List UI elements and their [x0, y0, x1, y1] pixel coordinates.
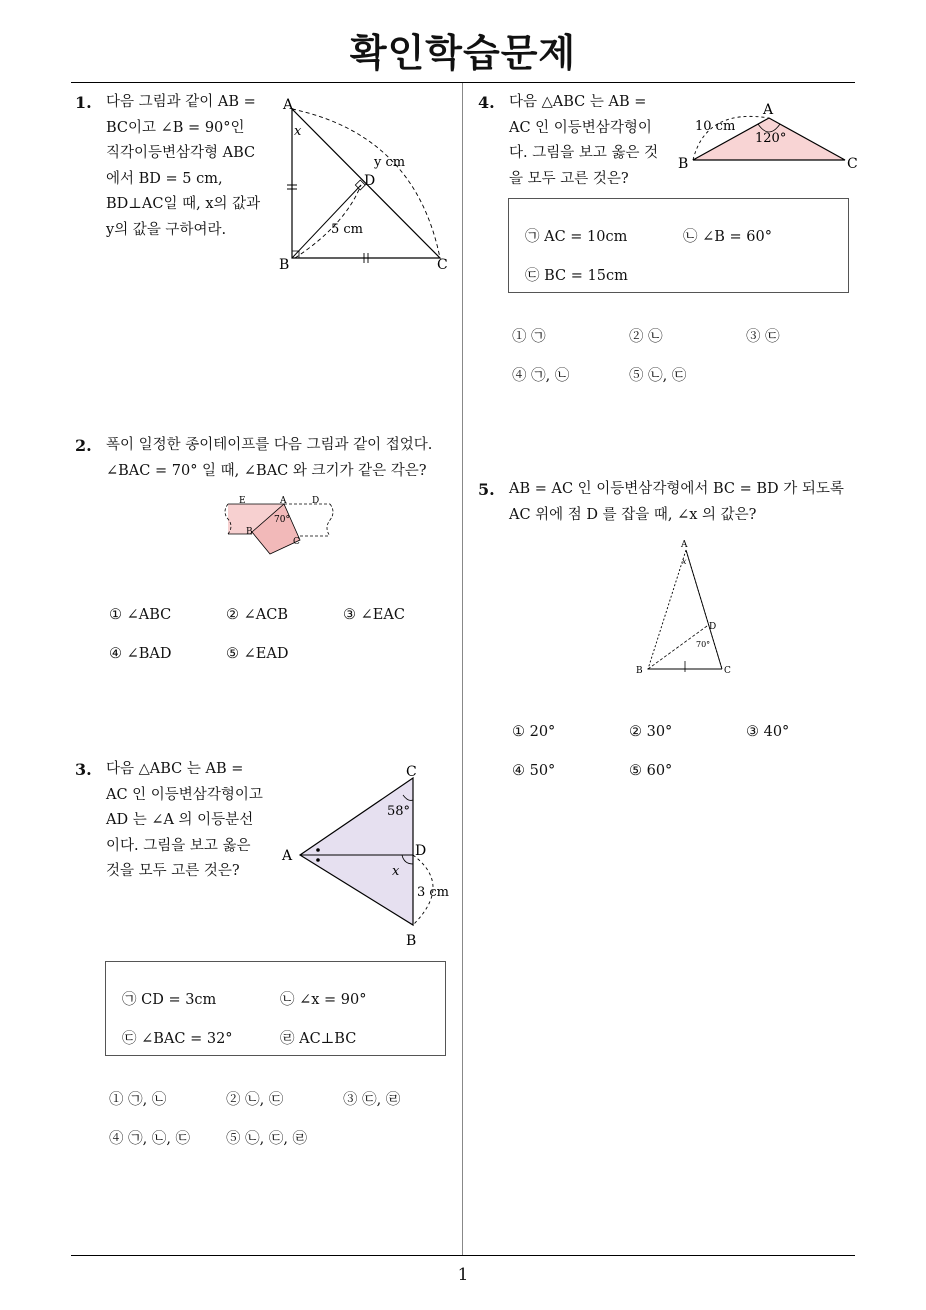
- q4-choices-box: [508, 198, 849, 293]
- q2-text: [106, 433, 461, 484]
- q5-figure: [630, 536, 740, 681]
- q5-option-4[interactable]: ④ 50°: [512, 763, 556, 779]
- q4-option-4[interactable]: ④ ㉠, ㉡: [512, 368, 570, 384]
- q3-option-3[interactable]: ③ ㉢, ㉣: [343, 1092, 401, 1108]
- q4-choice-b: ㉡ ∠B = 60°: [683, 229, 772, 245]
- q5-option-3[interactable]: ③ 40°: [746, 724, 790, 740]
- q5-option-5[interactable]: ⑤ 60°: [629, 763, 673, 779]
- q2-label-b: B: [246, 527, 253, 537]
- q4-text-content: 다음 △ABC 는 AB = AC 인 이등변삼각형이다. 그림을 보고 옳은 것을 모두 고른 것은?: [509, 94, 659, 187]
- q5-text-line1: AB = AC 인 이등변삼각형에서 BC = BD 가 되도록: [509, 481, 844, 497]
- q1-label-bd: 5 cm: [331, 222, 364, 237]
- q3-label-d: D: [415, 843, 427, 859]
- q4-label-a: A: [763, 102, 774, 118]
- q2-option-4[interactable]: ④ ∠BAD: [109, 646, 172, 662]
- q3-choice-c: ㉢ ∠BAC = 32°: [122, 1031, 233, 1047]
- q4-option-3[interactable]: ③ ㉢: [746, 329, 780, 345]
- q2-option-1[interactable]: ① ∠ABC: [109, 607, 172, 623]
- q3-label-a: A: [282, 848, 293, 864]
- q1-text: [106, 90, 262, 243]
- q4-label-angle: 120°: [755, 131, 787, 146]
- q2-label-d: D: [312, 496, 320, 506]
- q3-choice-d: ㉣ AC⊥BC: [280, 1031, 357, 1047]
- q3-choice-b: ㉡ ∠x = 90°: [280, 992, 367, 1008]
- q4-label-b: B: [678, 156, 689, 172]
- q4-label-side: 10 cm: [695, 119, 736, 134]
- q5-option-2[interactable]: ② 30°: [629, 724, 673, 740]
- q5-option-1[interactable]: ① 20°: [512, 724, 556, 740]
- q4-figure: [676, 98, 866, 178]
- q4-choice-a: ㉠ AC = 10cm: [525, 229, 628, 245]
- q3-choices-box: [105, 961, 446, 1056]
- q1-text-content: 다음 그림과 같이 AB = BC이고 ∠B = 90°인 직각이등변삼각형 ABC에서 BD = 5 cm, BD⊥AC일 때, x의 값과 y의 값을 구하여라.: [106, 94, 261, 238]
- q5-label-c: C: [724, 666, 731, 676]
- q2-option-3[interactable]: ③ ∠EAC: [343, 607, 405, 623]
- q5-number: 5.: [478, 480, 495, 499]
- page-title: 확인학습문제: [349, 31, 577, 75]
- q3-option-5[interactable]: ⑤ ㉡, ㉢, ㉣: [226, 1131, 308, 1147]
- q3-option-2[interactable]: ② ㉡, ㉢: [226, 1092, 284, 1108]
- q3-number: 3.: [75, 760, 92, 779]
- q5-label-x: x: [682, 557, 687, 566]
- q3-label-c: C: [406, 764, 417, 780]
- q5-text: [509, 477, 864, 528]
- q5-label-b: B: [636, 666, 643, 676]
- q5-label-angle: 70°: [696, 640, 711, 649]
- q5-label-d: D: [709, 622, 717, 632]
- q3-text: [106, 757, 266, 885]
- q4-label-c: C: [847, 156, 858, 172]
- q4-option-5[interactable]: ⑤ ㉡, ㉢: [629, 368, 687, 384]
- q2-text-line2: ∠BAC = 70° 일 때, ∠BAC 와 크기가 같은 각은?: [106, 462, 427, 479]
- page-number: 1: [457, 1265, 469, 1285]
- q2-label-c: C: [293, 537, 300, 547]
- q3-option-4[interactable]: ④ ㉠, ㉡, ㉢: [109, 1131, 191, 1147]
- q4-text: [509, 90, 669, 192]
- q3-figure: [278, 760, 458, 955]
- q4-number: 4.: [478, 93, 495, 112]
- q3-label-x: x: [392, 864, 400, 879]
- q2-label-e: E: [239, 496, 246, 506]
- q1-label-x: x: [294, 124, 302, 139]
- footer-rule: [71, 1255, 855, 1256]
- q2-option-5[interactable]: ⑤ ∠EAD: [226, 646, 289, 662]
- q3-choice-a: ㉠ CD = 3cm: [122, 992, 217, 1008]
- q4-option-1[interactable]: ① ㉠: [512, 329, 546, 345]
- q1-figure: [275, 95, 465, 275]
- q2-figure: [222, 492, 342, 562]
- q3-option-1[interactable]: ① ㉠, ㉡: [109, 1092, 167, 1108]
- q3-label-angle: 58°: [387, 804, 411, 819]
- q4-option-2[interactable]: ② ㉡: [629, 329, 663, 345]
- q2-label-angle: 70°: [274, 515, 290, 525]
- q2-label-a: A: [280, 496, 287, 506]
- q1-label-c: C: [437, 257, 448, 273]
- q5-label-a: A: [681, 540, 688, 550]
- q2-text-line1: 폭이 일정한 종이테이프를 다음 그림과 같이 접었다.: [106, 437, 433, 453]
- q1-label-a: A: [283, 97, 294, 113]
- q2-number: 2.: [75, 436, 92, 455]
- q1-number: 1.: [75, 93, 92, 112]
- q3-label-len: 3 cm: [417, 885, 450, 900]
- q4-choice-c: ㉢ BC = 15cm: [525, 268, 628, 284]
- q5-text-line2: AC 위에 점 D 를 잡을 때, ∠x 의 값은?: [509, 506, 757, 523]
- q1-label-d: D: [364, 173, 376, 189]
- q2-option-2[interactable]: ② ∠ACB: [226, 607, 288, 623]
- q1-label-y: y cm: [374, 155, 406, 170]
- header-rule: [71, 82, 855, 83]
- q3-label-b: B: [406, 933, 417, 949]
- q1-label-b: B: [279, 257, 290, 273]
- q3-text-content: 다음 △ABC 는 AB = AC 인 이등변삼각형이고 AD 는 ∠A 의 이등분선이다. 그림을 보고 옳은 것을 모두 고른 것은?: [106, 761, 263, 879]
